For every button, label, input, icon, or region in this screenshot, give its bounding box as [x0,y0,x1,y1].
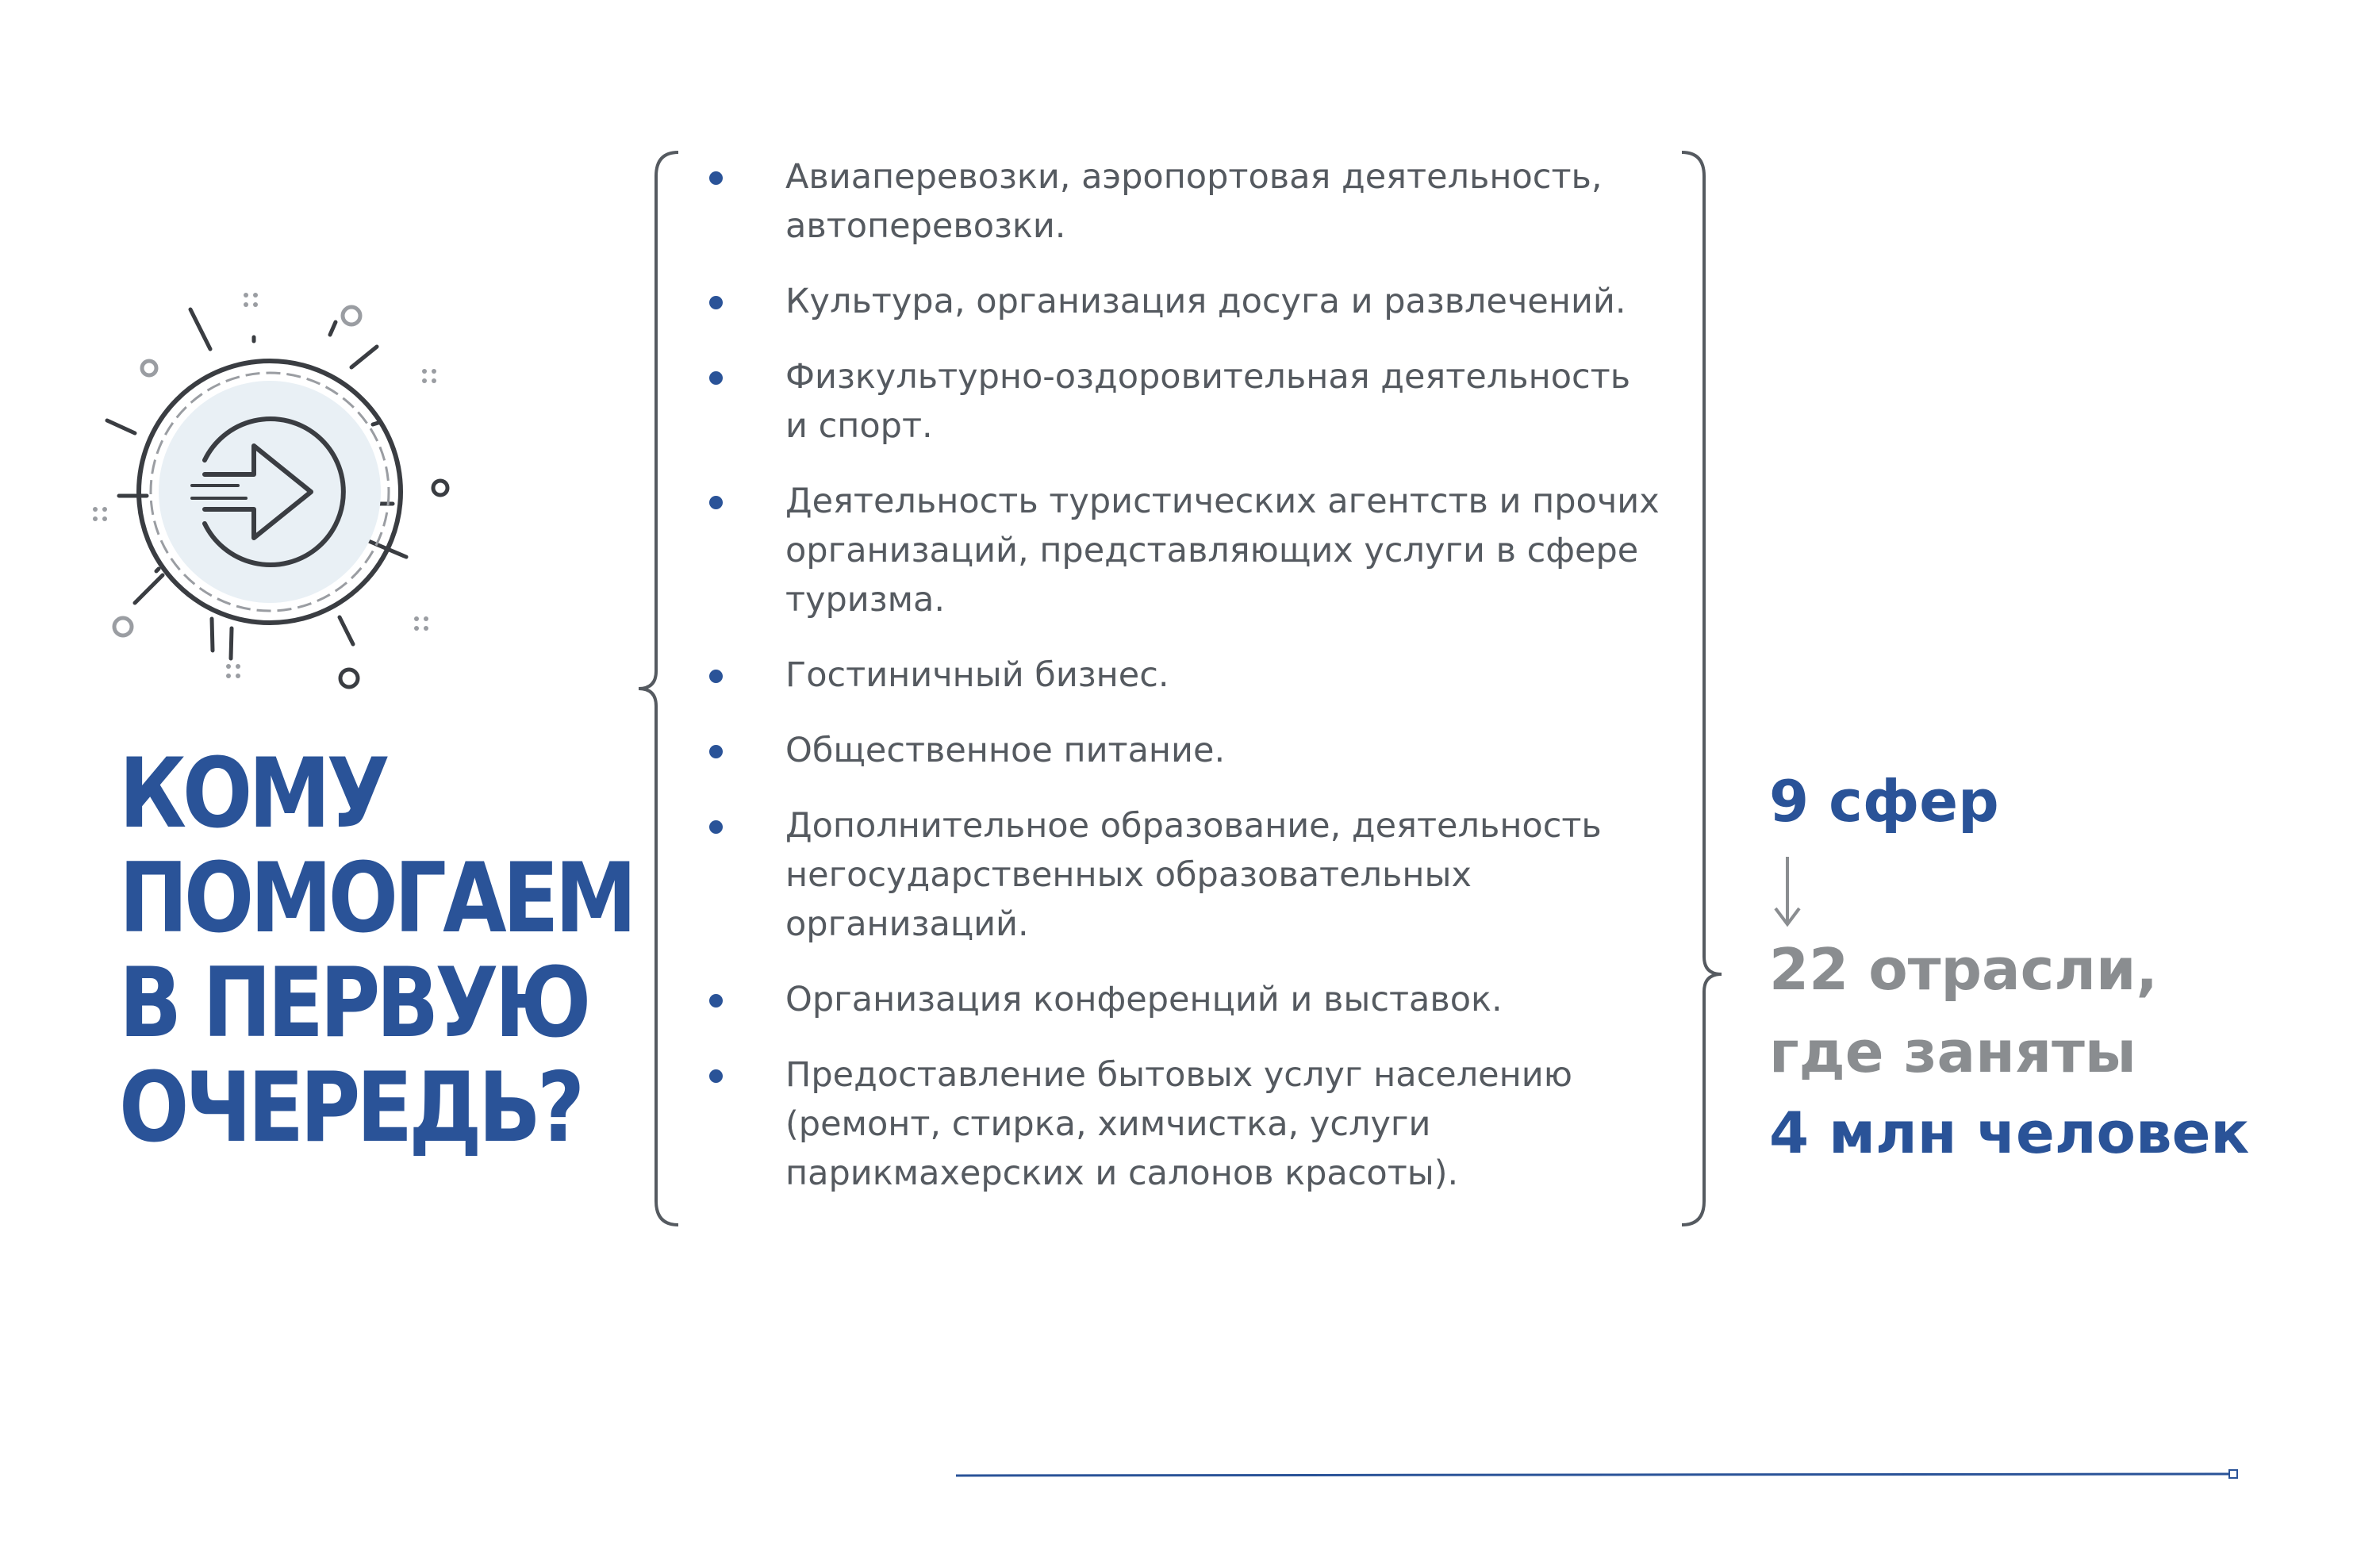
bullet-icon [709,496,723,509]
list-item [698,1050,1674,1198]
item-line: Гостиничный бизнес. [785,655,1169,695]
list-item [698,277,1674,326]
footer-divider [952,1468,2253,1484]
bullet-icon [709,994,723,1008]
item-line: и спорт. [785,406,933,446]
bullet-icon [709,670,723,683]
title-line: ОЧЕРЕДЬ? [119,1052,582,1164]
list-item [698,352,1674,451]
item-line: (ремонт, стирка, химчистка, услуги [785,1104,1431,1144]
stats-block [1769,762,2249,1173]
industries-count: 22 отрасли, [1769,936,2158,1003]
item-line: Общественное питание. [785,731,1226,770]
list-item [698,975,1674,1024]
item-line: организаций, представляющих услуги в сфере [785,531,1639,570]
item-line: Организация конференций и выставок. [785,980,1503,1019]
list-item [698,651,1674,700]
page-title [119,738,633,1164]
list-item [698,726,1674,775]
title-line: ПОМОГАЕМ [119,843,633,954]
people-count: 4 млн человек [1769,1100,2250,1166]
title-line: В ПЕРВУЮ [119,947,588,1059]
item-line: Авиаперевозки, аэропортовая деятельность, [785,157,1603,197]
item-line: Предоставление бытовых услуг населению [785,1055,1572,1095]
list-item [698,801,1674,949]
item-line: Дополнительное образование, деятельность [785,806,1602,846]
item-line: Культура, организация досуга и развлечений. [785,282,1626,321]
employed-label: где заняты [1769,1019,2136,1085]
arrow-down-icon [1768,853,1807,932]
left-brace [631,149,686,1228]
item-line: организаций. [785,904,1029,944]
title-line: КОМУ [119,738,386,850]
item-line: негосударственных образовательных [785,855,1472,895]
arrow-right-circle-icon [87,278,452,690]
bullet-icon [709,371,723,385]
item-line: парикмахерских и салонов красоты). [785,1153,1459,1193]
list-item [698,152,1674,251]
bullet-icon [709,745,723,758]
list-item [698,477,1674,624]
sector-list [698,152,1674,1224]
item-line: Деятельность туристических агентств и прочих [785,482,1660,521]
bullet-icon [709,296,723,309]
bullet-icon [709,820,723,834]
item-line: туризма. [785,580,946,620]
spheres-count: 9 сфер [1769,768,1999,835]
bullet-icon [709,171,723,185]
right-brace [1674,149,1729,1228]
item-line: автоперевозки. [785,206,1066,246]
bullet-icon [709,1069,723,1083]
item-line: Физкультурно-оздоровительная деятельность [785,357,1631,397]
